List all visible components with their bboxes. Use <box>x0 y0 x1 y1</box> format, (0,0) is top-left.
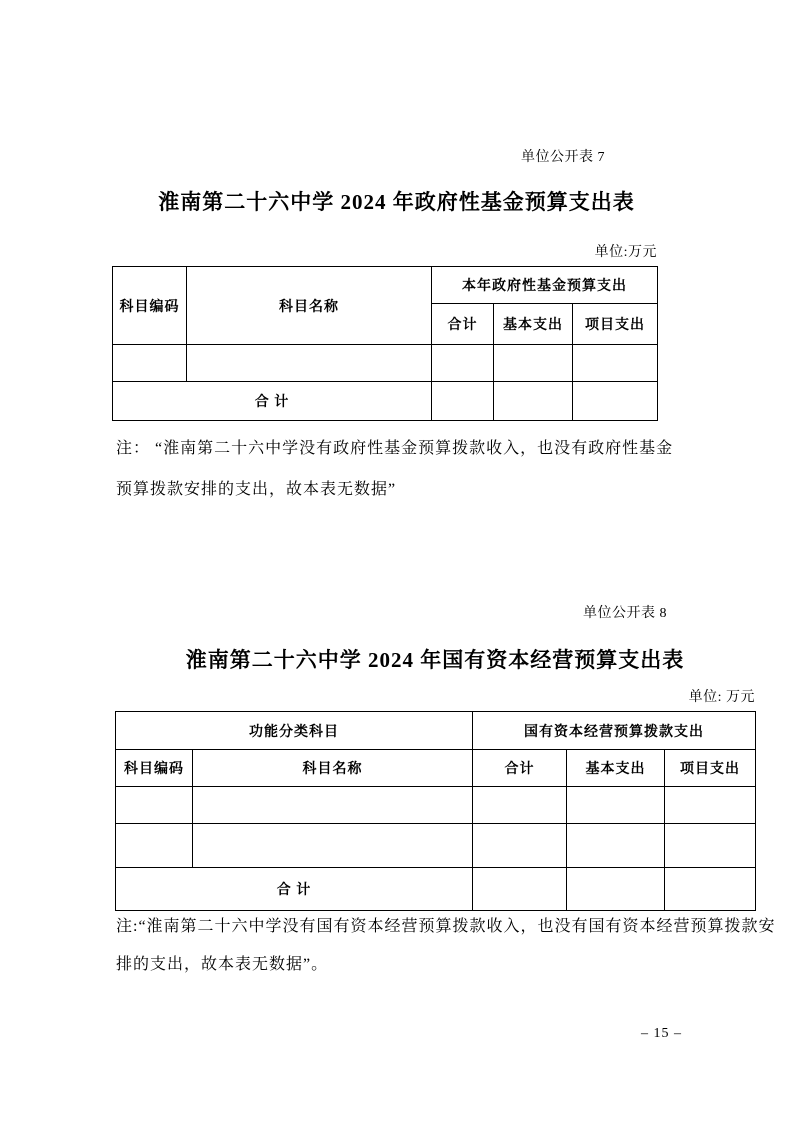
col-group-fund-expenditure: 本年政府性基金预算支出 <box>432 267 658 304</box>
fund-table-note <box>116 428 673 510</box>
fund-unit-label: 单位:万元 <box>594 245 657 260</box>
col-header-total: 合计 <box>473 750 567 787</box>
empty-cell <box>567 824 665 868</box>
table-header-row-2 <box>116 750 756 787</box>
empty-cell <box>116 787 193 824</box>
note-line: 预算拨款安排的支出，故本表无数据” <box>116 481 397 498</box>
col-group-state-capital-expenditure: 国有资本经营预算拨款支出 <box>473 712 756 750</box>
table-7-corner-label: 单位公开表 7 <box>521 150 605 165</box>
fund-budget-table <box>112 266 658 421</box>
col-group-function-classification: 功能分类科目 <box>116 712 473 750</box>
empty-cell <box>473 868 567 911</box>
empty-cell <box>567 787 665 824</box>
page-number: – 15 – <box>641 1026 682 1041</box>
empty-cell <box>494 382 573 421</box>
empty-cell <box>193 824 473 868</box>
col-header-subject-code: 科目编码 <box>113 267 187 345</box>
note-line: 注： “淮南第二十六中学没有政府性基金预算拨款收入，也没有政府性基金 <box>116 440 674 457</box>
col-header-project-expenditure: 项目支出 <box>665 750 756 787</box>
note-line: 排的支出，故本表无数据”。 <box>116 956 329 973</box>
empty-cell <box>193 787 473 824</box>
col-header-subject-name: 科目名称 <box>193 750 473 787</box>
col-header-basic-expenditure: 基本支出 <box>494 304 573 345</box>
state-capital-budget-table <box>115 711 756 911</box>
note-line: 注:“淮南第二十六中学没有国有资本经营预算拨款收入，也没有国有资本经营预算拨款安 <box>116 918 776 935</box>
table-row <box>116 787 756 824</box>
state-capital-table-title: 淮南第二十六中学 2024 年国有资本经营预算支出表 <box>185 648 685 672</box>
table-row <box>113 345 658 382</box>
table-row <box>116 824 756 868</box>
empty-cell <box>187 345 432 382</box>
total-row-label: 合 计 <box>113 382 432 421</box>
state-capital-unit-label: 单位: 万元 <box>688 690 755 705</box>
total-row <box>113 382 658 421</box>
empty-cell <box>665 824 756 868</box>
empty-cell <box>473 787 567 824</box>
col-header-subject-name: 科目名称 <box>187 267 432 345</box>
table-header-row-1 <box>113 267 658 304</box>
empty-cell <box>573 382 658 421</box>
total-row-label: 合 计 <box>116 868 473 911</box>
total-row <box>116 868 756 911</box>
empty-cell <box>494 345 573 382</box>
empty-cell <box>665 787 756 824</box>
empty-cell <box>567 868 665 911</box>
col-header-project-expenditure: 项目支出 <box>573 304 658 345</box>
col-header-basic-expenditure: 基本支出 <box>567 750 665 787</box>
empty-cell <box>665 868 756 911</box>
state-capital-table-note <box>116 908 776 984</box>
empty-cell <box>116 824 193 868</box>
empty-cell <box>573 345 658 382</box>
table-header-row-1 <box>116 712 756 750</box>
col-header-subject-code: 科目编码 <box>116 750 193 787</box>
col-header-total: 合计 <box>432 304 494 345</box>
empty-cell <box>432 345 494 382</box>
empty-cell <box>432 382 494 421</box>
fund-table-title: 淮南第二十六中学 2024 年政府性基金预算支出表 <box>158 190 635 214</box>
table-8-corner-label: 单位公开表 8 <box>583 606 667 621</box>
empty-cell <box>473 824 567 868</box>
empty-cell <box>113 345 187 382</box>
